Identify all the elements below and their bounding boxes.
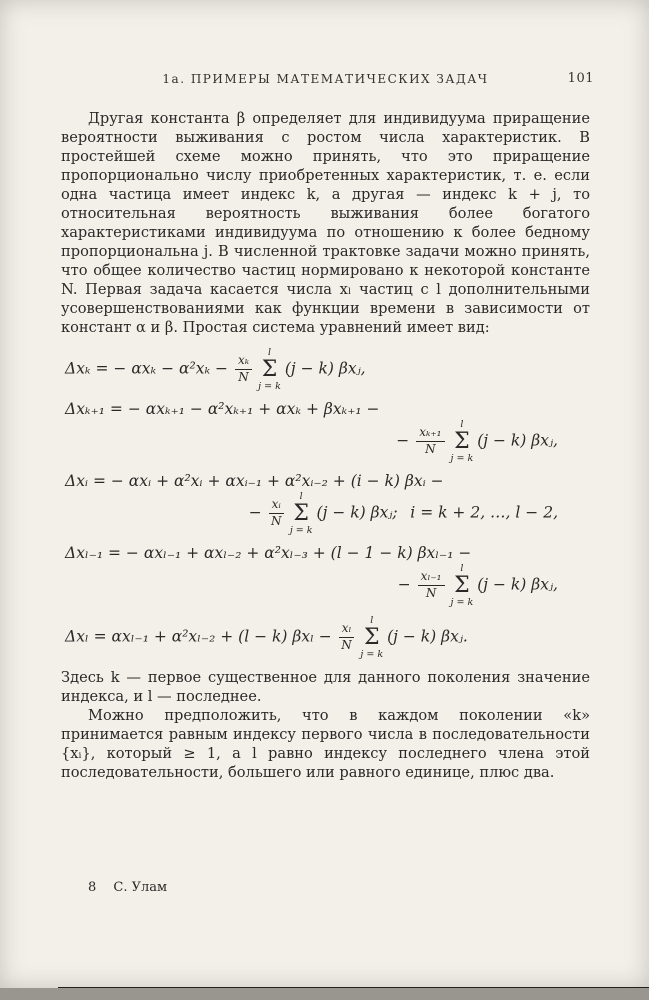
equation-text: − — [397, 575, 416, 594]
equation-text: Δxᵢ = − αxᵢ + α²xᵢ + αxᵢ₋₁ + α²xᵢ₋₂ + (i − k) βxᵢ − — [65, 472, 444, 490]
running-header — [61, 71, 594, 86]
page-number: 101 — [567, 71, 594, 86]
fraction-denominator: N — [341, 638, 352, 652]
summation-lower-limit: j = k — [450, 596, 474, 608]
fraction-numerator: xₗ₋₁ — [418, 570, 445, 586]
fraction-numerator: xₗ — [339, 622, 355, 638]
summation-lower-limit: j = k — [450, 452, 474, 464]
sigma-symbol: Σ — [261, 356, 278, 382]
fraction-denominator: N — [238, 370, 249, 384]
equation-text: (j − k) βxⱼ, — [477, 575, 558, 594]
summation — [290, 492, 313, 535]
fraction — [269, 498, 284, 529]
equation — [61, 616, 590, 659]
fraction — [416, 426, 444, 457]
summation — [360, 616, 383, 659]
equation-line — [61, 616, 590, 659]
paragraph-intro: Другая константа β определяет для индивидуума приращение вероятности выживания с ростом числа характеристик. В простейшей схеме можно принять, что это приращение пропорционально числу приобретенных характеристик, т. е. если одна частица имеет индекс k, а другая — индекс k + j, то относительная вероятность выживания более богатого характеристиками индивидуума по отношению к более бедному пропорциональна j. В численной трактовке задачи можно принять, что общее количество частиц нормировано к некоторой константе N. Первая задача касается числа xₗ частиц с l дополнительными усовершенствованиями как функции времени в зависимости от констант α и β. Простая система уравнений имеет вид: — [61, 110, 590, 336]
summation-upper-limit: l — [460, 563, 464, 574]
equation-text: Δxₗ = αxₗ₋₁ + α²xₗ₋₂ + (l − k) βxₗ − — [65, 627, 337, 646]
equation-text: Δxₖ = − αxₖ − α²xₖ − — [65, 359, 233, 378]
sigma-symbol: Σ — [454, 428, 470, 454]
paragraph-indices: Здесь k — первое существенное для данного поколения значение индекса, и l — последнее. — [61, 669, 590, 705]
fraction-denominator: N — [425, 442, 436, 456]
summation — [258, 348, 281, 391]
author-name: С. Улам — [113, 880, 168, 895]
equation-text: − — [248, 503, 267, 522]
equation — [61, 472, 590, 535]
equation-text: − — [396, 431, 415, 450]
fraction-numerator: xₖ₊₁ — [416, 426, 444, 442]
equation-text: (j − k) βxⱼ, — [284, 359, 366, 378]
equation — [61, 348, 590, 391]
equation-line — [61, 492, 590, 535]
fraction-denominator: N — [425, 586, 437, 600]
section-title: 1а. ПРИМЕРЫ МАТЕМАТИЧЕСКИХ ЗАДАЧ — [162, 72, 489, 86]
summation-upper-limit: l — [370, 615, 374, 626]
fraction — [235, 354, 252, 385]
summation-lower-limit: j = k — [258, 380, 281, 392]
summation — [451, 420, 474, 463]
equation-text: (j − k) βxⱼ. — [387, 627, 468, 646]
fraction — [339, 622, 355, 653]
equation-text: (j − k) βxⱼ; i = k + 2, …, l − 2, — [316, 503, 558, 522]
page-content — [61, 71, 594, 782]
equation-line — [61, 564, 590, 607]
fraction-denominator: N — [271, 514, 282, 528]
scan-bottom-edge — [0, 988, 649, 1000]
equation — [61, 544, 590, 607]
summation-lower-limit: j = k — [360, 648, 384, 660]
fraction-numerator: xᵢ — [269, 498, 284, 514]
sigma-symbol: Σ — [363, 624, 380, 650]
equation — [61, 400, 590, 463]
summation-upper-limit: l — [299, 491, 303, 502]
fraction-numerator: xₖ — [235, 354, 252, 370]
summation — [451, 564, 474, 607]
equation-line — [61, 420, 590, 463]
equation-text: Δxₖ₊₁ = − αxₖ₊₁ − α²xₖ₊₁ + αxₖ + βxₖ₊₁ − — [65, 400, 380, 418]
summation-upper-limit: l — [267, 347, 271, 358]
printers-signature — [88, 880, 167, 895]
summation-lower-limit: j = k — [289, 524, 313, 536]
sigma-symbol: Σ — [293, 500, 309, 526]
equation-text: Δxₗ₋₁ = − αxₗ₋₁ + αxₗ₋₂ + α²xₗ₋₃ + (l − 1 − k) βxₗ₋₁ − — [65, 544, 472, 562]
paragraph-assumption: Можно предположить, что в каждом поколении «k» принимается равным индексу первого числа в последовательности {xᵢ}, который ≥ 1, а l равно индексу последнего члена этой последовательности, большего или равного единице, плюс два. — [61, 707, 590, 781]
summation-upper-limit: l — [460, 419, 464, 430]
equations — [61, 348, 590, 659]
equation-text: (j − k) βxⱼ, — [477, 431, 558, 450]
fraction — [418, 570, 445, 601]
signature-number: 8 — [88, 880, 97, 895]
equation-line — [61, 472, 590, 490]
equation-line — [61, 348, 590, 391]
sigma-symbol: Σ — [454, 572, 470, 598]
equation-line — [61, 400, 590, 418]
equation-line — [61, 544, 590, 562]
